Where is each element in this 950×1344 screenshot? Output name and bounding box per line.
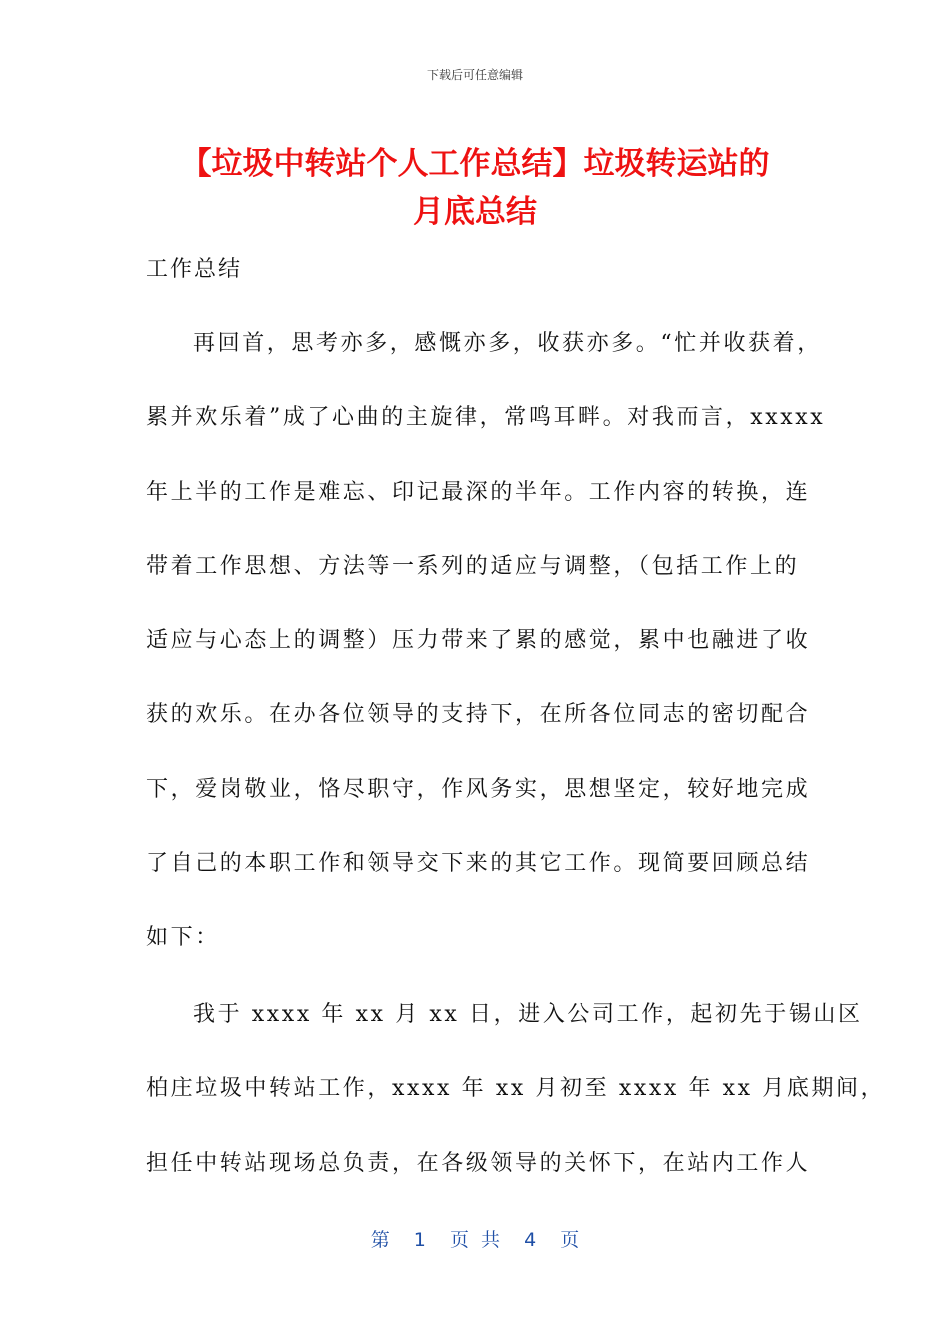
- paragraph-line: 再回首，思考亦多，感慨亦多，收获亦多。“忙并收获着，: [193, 331, 822, 356]
- section-label: 工作总结: [146, 257, 243, 282]
- page-footer: [0, 1225, 950, 1252]
- header-note: 下载后可任意编辑: [426, 68, 523, 82]
- paragraph-line: 担任中转站现场总负责，在各级领导的关怀下，在站内工作人: [146, 1150, 811, 1176]
- title-line-2: 月底总结: [413, 194, 537, 230]
- paragraph-line: 带着工作思想、方法等一系列的适应与调整，（包括工作上的: [146, 553, 800, 579]
- paragraph-line: 我于 xxxx 年 xx 月 xx 日，进入公司工作，起初先于锡山区: [193, 1002, 863, 1027]
- paragraph-line: 柏庄垃圾中转站工作，xxxx 年 xx 月初至 xxxx 年 xx 月底期间，: [146, 1076, 886, 1102]
- page-counter: 第 1 页 共 4 页: [370, 1229, 580, 1251]
- paragraph-line: 适应与心态上的调整）压力带来了累的感觉，累中也融进了收: [146, 628, 811, 654]
- title-line-1: 【垃圾中转站个人工作总结】垃圾转运站的: [180, 146, 770, 182]
- paragraph-line: 了自己的本职工作和领导交下来的其它工作。现简要回顾总结: [146, 851, 811, 877]
- document-title: [130, 140, 820, 236]
- paragraph-line: 如下：: [146, 925, 220, 951]
- paragraph-line: 年上半的工作是难忘、印记最深的半年。工作内容的转换，连: [146, 479, 811, 505]
- paragraph-line: 获的欢乐。在办各位领导的支持下，在所各位同志的密切配合: [146, 702, 811, 728]
- paragraph-line: 累并欢乐着”成了心曲的主旋律，常鸣耳畔。对我而言，xxxxx: [146, 405, 826, 431]
- paragraph-1: [146, 307, 826, 976]
- paragraph-line: 下，爱岗敬业，恪尽职守，作风务实，思想坚定，较好地完成: [146, 776, 811, 802]
- paragraph-2: [146, 978, 886, 1201]
